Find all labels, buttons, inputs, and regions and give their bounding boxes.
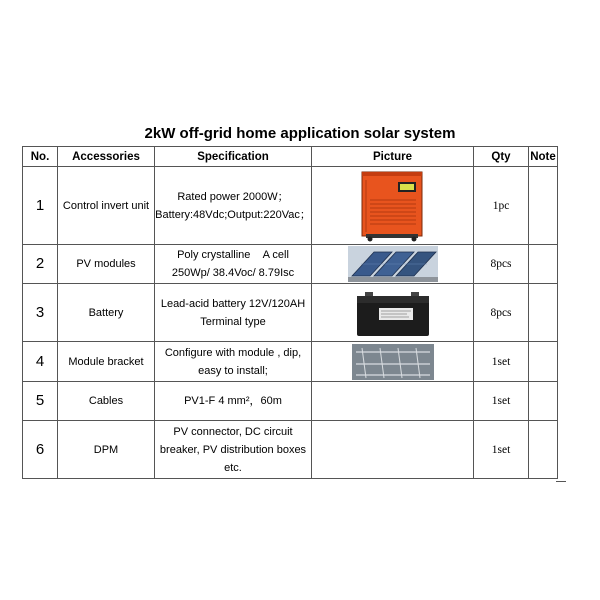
row-qty: 1pc xyxy=(474,167,529,245)
table-row xyxy=(23,284,558,342)
row-number: 5 xyxy=(23,382,58,421)
table-row xyxy=(23,421,558,479)
row-specification xyxy=(155,167,312,245)
row-number: 6 xyxy=(23,421,58,479)
pv-panels-image xyxy=(348,246,438,282)
row-picture xyxy=(312,421,474,479)
spec-line: 250Wp/ 38.4Voc/ 8.79Isc xyxy=(171,267,295,279)
spec-line: Rated power 2000W； xyxy=(177,190,289,203)
row-specification xyxy=(155,342,312,382)
header-note: Note xyxy=(529,147,558,167)
header-no: No. xyxy=(23,147,58,167)
row-note xyxy=(529,245,558,284)
row-specification xyxy=(155,245,312,284)
row-note xyxy=(529,167,558,245)
header-qty: Qty xyxy=(474,147,529,167)
spec-line: breaker, PV distribution boxes xyxy=(159,443,307,456)
spec-line: PV connector, DC circuit xyxy=(173,425,293,438)
spec-line: Lead-acid battery 12V/120AH xyxy=(160,297,306,310)
row-picture xyxy=(312,382,474,421)
spec-line: Poly crystalline A cell xyxy=(177,249,289,261)
row-specification xyxy=(155,382,312,421)
row-specification xyxy=(155,421,312,479)
row-accessory: Module bracket xyxy=(58,342,155,382)
row-specification xyxy=(155,284,312,342)
table-row xyxy=(23,342,558,382)
row-qty: 1set xyxy=(474,421,529,479)
inverter-image xyxy=(356,170,430,242)
row-accessory: DPM xyxy=(58,421,155,479)
table-row xyxy=(23,167,558,245)
row-note xyxy=(529,284,558,342)
row-qty: 1set xyxy=(474,342,529,382)
row-number: 3 xyxy=(23,284,58,342)
bracket-image xyxy=(352,344,434,380)
row-accessory: Battery xyxy=(58,284,155,342)
row-number: 4 xyxy=(23,342,58,382)
table-row xyxy=(23,245,558,284)
table-row xyxy=(23,382,558,421)
row-note xyxy=(529,421,558,479)
row-qty: 8pcs xyxy=(474,245,529,284)
spec-line: Configure with module , dip, xyxy=(164,346,302,359)
header-accessories: Accessories xyxy=(58,147,155,167)
row-picture xyxy=(312,342,474,382)
row-number: 1 xyxy=(23,167,58,245)
spec-line: PV1-F 4 mm²，60m xyxy=(184,395,282,407)
spec-line: etc. xyxy=(224,461,242,474)
row-picture xyxy=(312,245,474,284)
row-picture xyxy=(312,284,474,342)
battery-image xyxy=(353,288,433,338)
document-title: 2kW off-grid home application solar system xyxy=(144,125,456,142)
row-accessory: PV modules xyxy=(58,245,155,284)
row-accessory: Control invert unit xyxy=(58,167,155,245)
row-qty: 8pcs xyxy=(474,284,529,342)
spec-line: Battery:48Vdc;Output:220Vac； xyxy=(155,208,311,221)
row-note xyxy=(529,342,558,382)
row-number: 2 xyxy=(23,245,58,284)
spec-line: Terminal type xyxy=(200,315,266,328)
row-qty: 1set xyxy=(474,382,529,421)
table-header-row xyxy=(23,147,558,167)
row-note xyxy=(529,382,558,421)
table-border-extension xyxy=(556,481,566,482)
row-accessory: Cables xyxy=(58,382,155,421)
spec-table xyxy=(22,146,558,479)
header-picture: Picture xyxy=(312,147,474,167)
row-picture xyxy=(312,167,474,245)
spec-line: easy to install; xyxy=(198,364,268,377)
header-specification: Specification xyxy=(155,147,312,167)
